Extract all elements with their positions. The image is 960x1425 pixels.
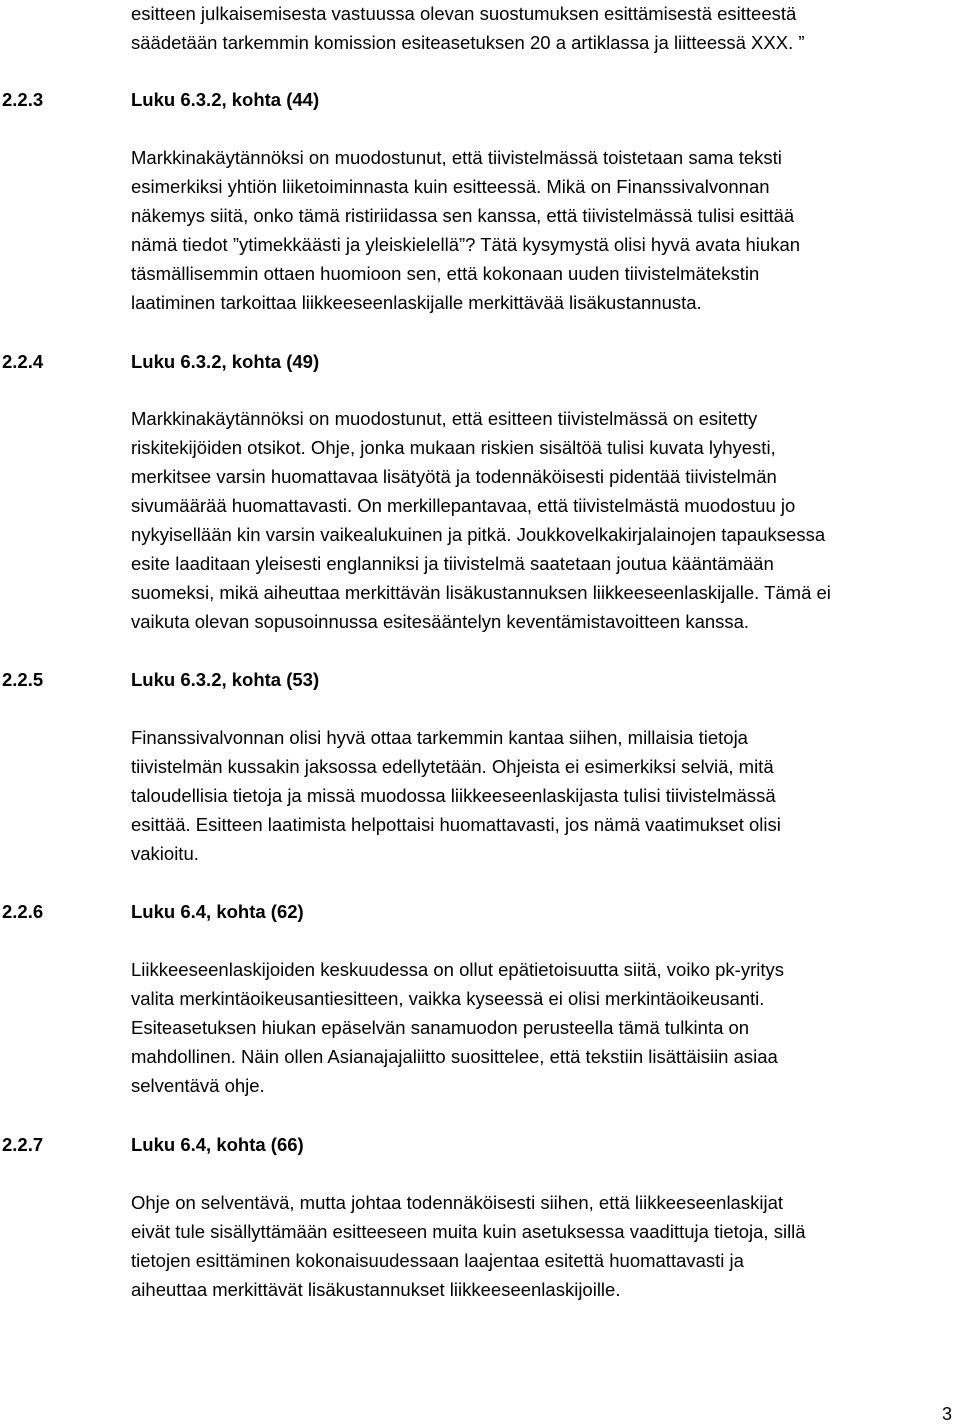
paragraph-line: suomeksi, mikä aiheuttaa merkittävän lisäkustannuksen liikkeeseenlaskijalle. Tämä ei — [131, 582, 831, 603]
intro-line: säädetään tarkemmin komission esiteasetuksen 20 a artiklassa ja liitteessä XXX. ” — [131, 32, 805, 53]
section-title: Luku 6.4, kohta (66) — [131, 1134, 304, 1155]
paragraph-line: Finanssivalvonnan olisi hyvä ottaa tarkemmin kantaa siihen, millaisia tietoja — [131, 727, 748, 748]
paragraph-line: tiivistelmän kussakin jaksossa edellytetään. Ohjeista ei esimerkiksi selviä, mitä — [131, 756, 774, 777]
paragraph-line: riskitekijöiden otsikot. Ohje, jonka mukaan riskien sisältöä tulisi kuvata lyhyesti, — [131, 437, 776, 458]
paragraph-line: näkemys siitä, onko tämä ristiriidassa sen kanssa, että tiivistelmässä tulisi esittää — [131, 205, 795, 226]
paragraph-line: mahdollinen. Näin ollen Asianajajaliitto suosittelee, että tekstiin lisättäisiin asiaa — [131, 1046, 778, 1067]
paragraph-line: vakioitu. — [131, 843, 199, 864]
paragraph-line: esite laaditaan yleisesti englanniksi ja tiivistelmä saatetaan joutua kääntämään — [131, 553, 774, 574]
paragraph-line: selventävä ohje. — [131, 1075, 265, 1096]
paragraph-line: valita merkintäoikeusantiesitteen, vaikka kyseessä ei olisi merkintäoikeusanti. — [131, 988, 765, 1009]
paragraph-line: täsmällisemmin ottaen huomioon sen, että kokonaan uuden tiivistelmätekstin — [131, 263, 760, 284]
section-number: 2.2.4 — [2, 351, 44, 372]
paragraph-line: laatiminen tarkoittaa liikkeeseenlaskijalle merkittävää lisäkustannusta. — [131, 292, 702, 313]
paragraph-line: nämä tiedot ”ytimekkäästi ja yleiskielellä”? Tätä kysymystä olisi hyvä avata hiukan — [131, 234, 801, 255]
paragraph-line: Markkinakäytännöksi on muodostunut, että tiivistelmässä toistetaan sama teksti — [131, 147, 782, 168]
paragraph-line: Liikkeeseenlaskijoiden keskuudessa on ollut epätietoisuutta siitä, voiko pk-yritys — [131, 959, 784, 980]
paragraph-line: vaikuta olevan sopusoinnussa esitesääntelyn keventämistavoitteen kanssa. — [131, 611, 750, 632]
paragraph-line: tietojen esittäminen kokonaisuudessaan laajentaa esitettä huomattavasti ja — [131, 1250, 744, 1271]
section-title: Luku 6.3.2, kohta (53) — [131, 669, 320, 690]
paragraph-line: aiheuttaa merkittävät lisäkustannukset liikkeeseenlaskijoille. — [131, 1279, 621, 1300]
paragraph-line: Esiteasetuksen hiukan epäselvän sanamuodon perusteella tämä tulkinta on — [131, 1017, 750, 1038]
paragraph-line: esimerkiksi yhtiön liiketoiminnasta kuin esitteessä. Mikä on Finanssivalvonnan — [131, 176, 770, 197]
paragraph-line: esittää. Esitteen laatimista helpottaisi huomattavasti, jos nämä vaatimukset olisi — [131, 814, 781, 835]
section-number: 2.2.7 — [2, 1134, 44, 1155]
section-title: Luku 6.3.2, kohta (49) — [131, 351, 320, 372]
section-number: 2.2.3 — [2, 89, 44, 110]
section-heading — [2, 350, 319, 374]
page-number: 3 — [941, 1404, 952, 1424]
paragraph-line: taloudellisia tietoja ja missä muodossa liikkeeseenlaskijasta tulisi tiivistelmässä — [131, 785, 776, 806]
section-title: Luku 6.3.2, kohta (44) — [131, 89, 320, 110]
paragraph-line: Markkinakäytännöksi on muodostunut, että esitteen tiivistelmässä on esitetty — [131, 408, 758, 429]
paragraph-line: eivät tule sisällyttämään esitteeseen muita kuin asetuksessa vaadittuja tietoja, sillä — [131, 1221, 806, 1242]
intro-line: esitteen julkaisemisesta vastuussa olevan suostumuksen esittämisestä esitteestä — [131, 3, 797, 24]
section-heading — [2, 1133, 304, 1157]
section-heading — [2, 900, 304, 924]
paragraph-line: nykyisellään kin varsin vaikealukuinen ja pitkä. Joukkovelkakirjalainojen tapauksessa — [131, 524, 826, 545]
section-heading — [2, 668, 319, 692]
paragraph-line: merkitsee varsin huomattavaa lisätyötä ja todennäköisesti pidentää tiivistelmän — [131, 466, 777, 487]
section-title: Luku 6.4, kohta (62) — [131, 901, 304, 922]
paragraph-line: sivumäärää huomattavasti. On merkillepantavaa, että tiivistelmästä muodostuu jo — [131, 495, 796, 516]
section-heading — [2, 88, 319, 112]
section-number: 2.2.5 — [2, 669, 44, 690]
section-number: 2.2.6 — [2, 901, 44, 922]
paragraph-line: Ohje on selventävä, mutta johtaa todennäköisesti siihen, että liikkeeseenlaskijat — [131, 1192, 783, 1213]
